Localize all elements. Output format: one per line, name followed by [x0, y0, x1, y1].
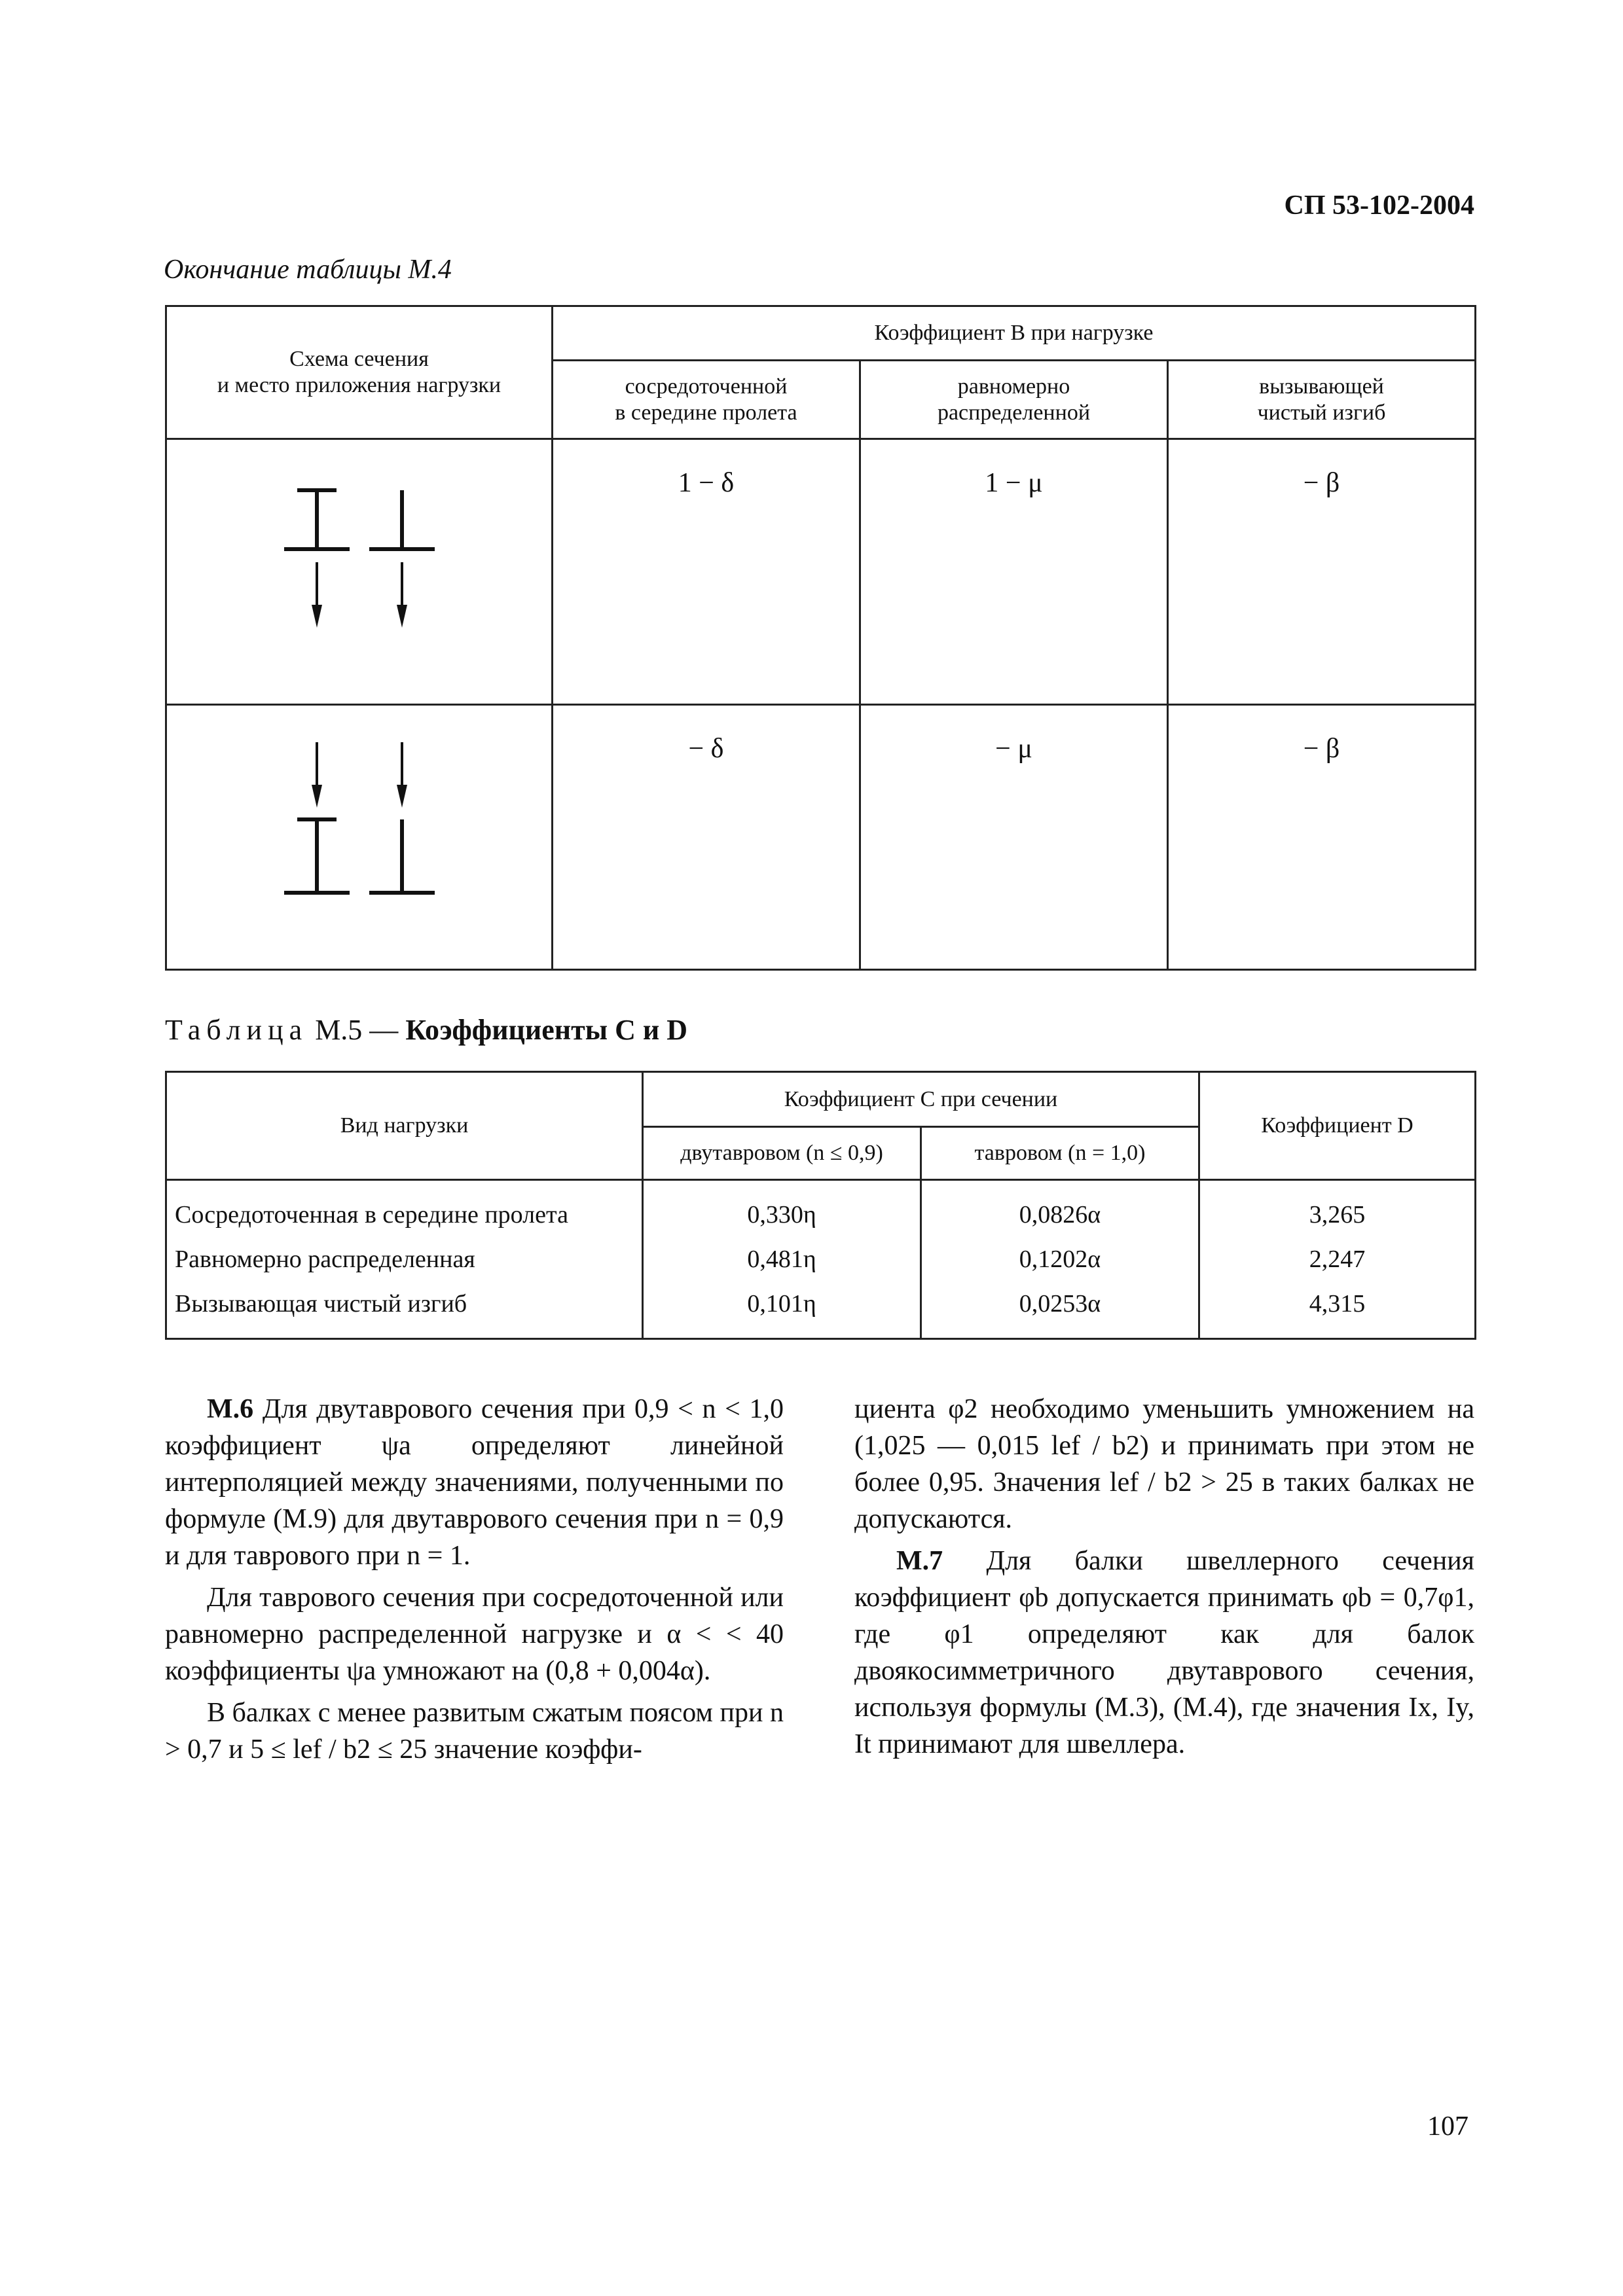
header-uniform	[860, 361, 1168, 439]
load-name: Равномерно распределенная	[166, 1237, 643, 1282]
scheme-load-below	[166, 439, 553, 705]
header-pure-bending-line2: чистый изгиб	[1257, 400, 1386, 425]
header-uniform-line2: распределенной	[937, 400, 1091, 425]
header-concentrated-line2: в середине пролета	[615, 400, 797, 425]
header-concentrated	[553, 361, 860, 439]
document-code: СП 53-102-2004	[1284, 190, 1474, 221]
c-t-section-value: 0,0826α	[921, 1180, 1199, 1238]
value-concentrated-row1: 1 − δ	[553, 439, 860, 705]
arrow-down-t-beam-icon	[369, 742, 435, 893]
table-row	[166, 1237, 1476, 1282]
scheme-load-above	[166, 705, 553, 970]
header-scheme-line1: Схема сечения	[289, 347, 429, 371]
header-load-type: Вид нагрузки	[166, 1072, 643, 1180]
clause-text-m6: Для двутаврового сечения при 0,9 < n < 1,0 коэффициент ψa определяют линейной интерполяцией между значениями, полученными по формуле (М.9) для двутаврового сечения при n = 0,9 и для таврового при n = 1.	[165, 1394, 784, 1571]
value-pure-bending-row1: − β	[1168, 439, 1476, 705]
d-value: 4,315	[1199, 1282, 1476, 1339]
c-i-section-value: 0,101η	[643, 1282, 921, 1339]
header-t-section: тавровом (n = 1,0)	[921, 1127, 1199, 1180]
t-beam-arrow-down-icon	[369, 490, 435, 628]
i-beam-arrow-down-icon	[284, 490, 350, 628]
clause-label-m6: М.6	[207, 1394, 254, 1424]
value-uniform-row2: − μ	[860, 705, 1168, 970]
header-coefficient-c: Коэффициент C при сечении	[643, 1072, 1199, 1127]
table-m5-title-prefix: Таблица	[165, 1014, 308, 1046]
table-m5-title-number: М.5 —	[315, 1014, 399, 1046]
c-t-section-value: 0,0253α	[921, 1282, 1199, 1339]
header-coefficient-b: Коэффициент B при нагрузке	[553, 306, 1476, 361]
beam-load-below-diagram	[228, 471, 490, 667]
text-column-left	[165, 1391, 784, 1773]
paragraph-phi2-continuation: циента φ2 необходимо уменьшить умножением на (1,025 — 0,015 lef / b2) и принимать при этом не более 0,95. Значения lef / b2 > 25 в таких балках не допускаются.	[854, 1394, 1474, 1534]
table-continuation-label: Окончание таблицы М.4	[164, 255, 452, 285]
paragraph-compressed-flange: В балках с менее развитым сжатым поясом при n > 0,7 и 5 ≤ lef / b2 ≤ 25 значение коэффи-	[165, 1698, 784, 1765]
clause-label-m7: М.7	[896, 1546, 943, 1576]
header-uniform-line1: равномерно	[957, 374, 1070, 399]
table-row	[166, 1180, 1476, 1238]
text-column-right	[854, 1391, 1474, 1768]
value-pure-bending-row2: − β	[1168, 705, 1476, 970]
table-m5-title-text: Коэффициенты C и D	[405, 1014, 688, 1046]
header-coefficient-d: Коэффициент D	[1199, 1072, 1476, 1180]
load-name: Вызывающая чистый изгиб	[166, 1282, 643, 1339]
arrow-down-i-beam-icon	[284, 742, 350, 893]
c-i-section-value: 0,481η	[643, 1237, 921, 1282]
table-m5-title	[165, 1013, 687, 1047]
header-i-section: двутавровом (n ≤ 0,9)	[643, 1127, 921, 1180]
beam-load-above-diagram	[228, 729, 490, 939]
c-t-section-value: 0,1202α	[921, 1237, 1199, 1282]
header-concentrated-line1: сосредоточенной	[625, 374, 788, 399]
header-scheme-line2: и место приложения нагрузки	[217, 373, 501, 397]
value-concentrated-row2: − δ	[553, 705, 860, 970]
value-uniform-row1: 1 − μ	[860, 439, 1168, 705]
d-value: 2,247	[1199, 1237, 1476, 1282]
header-scheme	[166, 306, 553, 439]
clause-text-m7: Для балки швеллерного сечения коэффициент φb допускается принимать φb = 0,7φ1, где φ1 определяют как для балок двоякосимметричного двутаврового сечения, используя формулы (М.3), (М.4), где значения Ix, Iy, It принимают для швеллера.	[854, 1546, 1474, 1759]
paragraph-m7	[854, 1543, 1474, 1763]
load-name: Сосредоточенная в середине пролета	[166, 1180, 643, 1238]
header-pure-bending	[1168, 361, 1476, 439]
page-number: 107	[1427, 2111, 1468, 2142]
d-value: 3,265	[1199, 1180, 1476, 1238]
c-i-section-value: 0,330η	[643, 1180, 921, 1238]
header-pure-bending-line1: вызывающей	[1259, 374, 1384, 399]
paragraph-t-section: Для таврового сечения при сосредоточенной или равномерно распределенной нагрузке и α < < 40 коэффициенты ψa умножают на (0,8 + 0,004α).	[165, 1583, 784, 1686]
table-row	[166, 1282, 1476, 1339]
paragraph-m6	[165, 1391, 784, 1574]
table-m4	[165, 305, 1476, 971]
table-m5	[165, 1071, 1476, 1340]
